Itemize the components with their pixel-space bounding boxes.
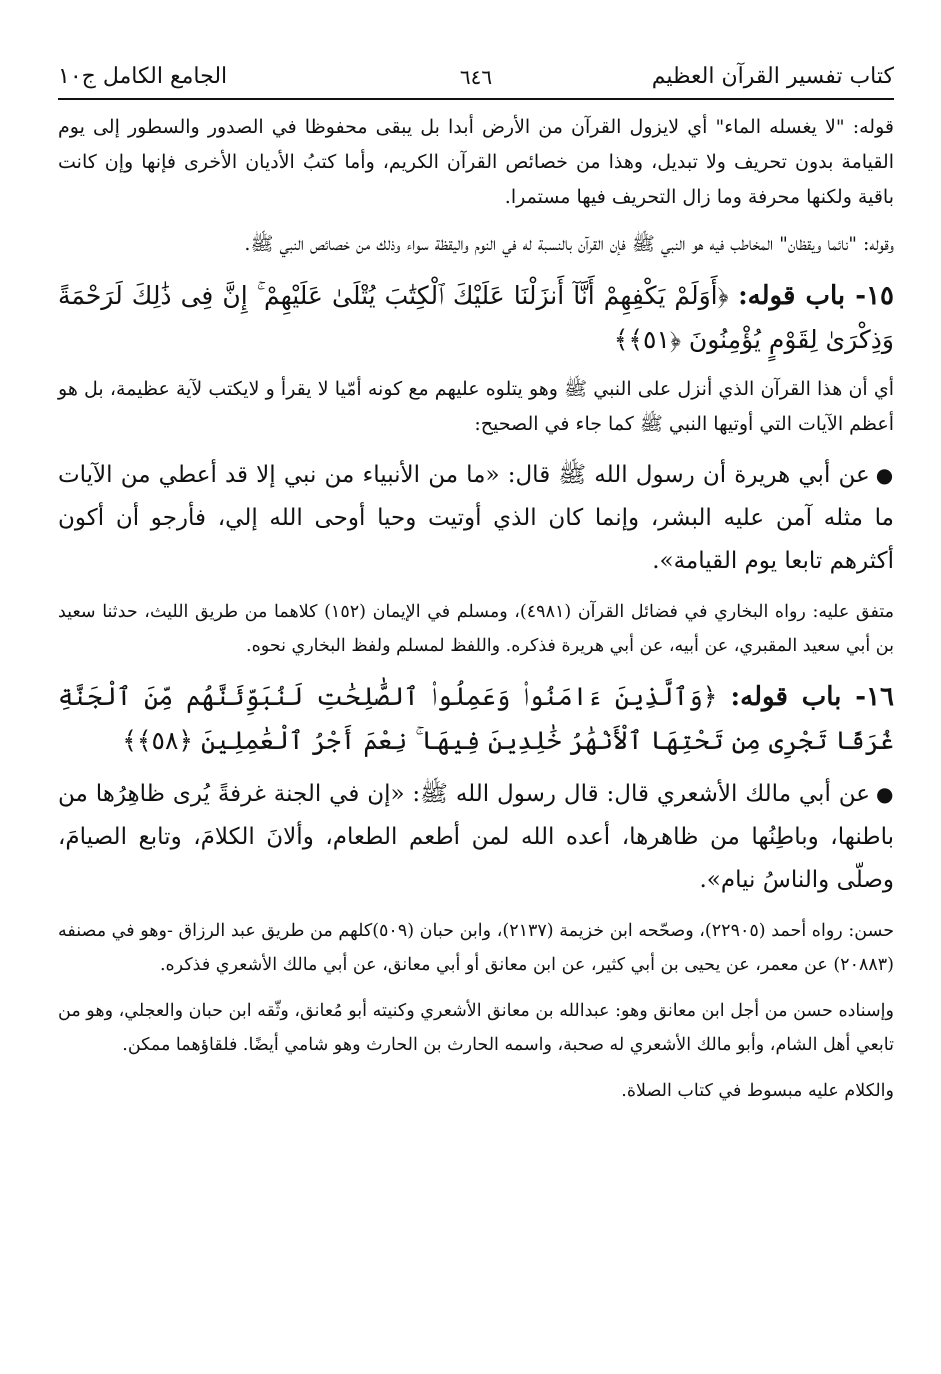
hadith-text [58,773,894,902]
quran-verse: ﴿أَوَلَمْ يَكْفِهِمْ أَنَّآ أَنزَلْنَا عَلَيْكَ ٱلْكِتَٰبَ يُتْلَىٰ عَلَيْهِمْ ۚ إِنَّ فِى ذَٰلِكَ لَرَحْمَةً وَذِكْرَىٰ لِقَوْمٍ يُؤْمِنُونَ ﴿٥١﴾﴾ [58,281,894,354]
hadith-takhrij: متفق عليه: رواه البخاري في فضائل القرآن (٤٩٨١)، ومسلم في الإيمان (١٥٢) كلاهما من طريق الليث، حدثنا سعيد بن أبي سعيد المقبري، عن أبيه، عن أبي هريرة فذكره. واللفظ لمسلم ولفظ البخاري نحوه. [58,602,894,656]
closing-note: والكلام عليه مبسوط في كتاب الصلاة. [621,1081,894,1101]
page-header [58,60,894,94]
commentary-paragraph: قوله: "لا يغسله الماء" أي لايزول القرآن من الأرض أبدا بل يبقى محفوظا في الصدور والسطور إلى يوم القيامة بدون تحريف ولا تبديل، وهذا من خصائص القرآن الكريم، وأما كتبُ الأديان الأخرى فإنها وإن كانت باقية ولكنها محرفة وما زال التحريف فيها مستمرا. [58,116,894,208]
commentary-paragraph: وقوله: "نائما ويقظان" المخاطب فيه هو النبي ﷺ فإن القرآن بالنسبة له في النوم واليقظة سواء وذلك من خصائص النبي ﷺ. [244,233,894,255]
hadith-body: عن أبي هريرة أن رسول الله ﷺ قال: «ما من الأنبياء من نبي إلا قد أعطي من الآيات ما مثله آمن عليه البشر، وإنما كان الذي أوتيت وحيا أوحى الله إلي، فأرجو أن أكون أكثرهم تابعا يوم القيامة». [58,462,894,574]
bullet-icon: ● [875,463,895,487]
verse-explanation: أي أن هذا القرآن الذي أنزل على النبي ﷺ وهو يتلوه عليهم مع كونه أمّيا لا يقرأ و لايكتب لآية عظيمة، بل هو أعظم الآيات التي أوتيها النبي ﷺ كما جاء في الصحيح: [58,378,894,435]
book-title: كتاب تفسير القرآن العظيم [651,64,894,89]
page-number: ٦٤٦ [459,65,493,89]
header-divider [58,98,894,100]
bullet-icon: ● [875,782,894,806]
hadith-text [58,454,894,583]
volume-title: الجامع الكامل ج١٠ [58,64,228,89]
quran-verse: ﴿وَٱلَّذِينَ ءَامَنُوا۟ وَعَمِلُوا۟ ٱلصَّٰلِحَٰتِ لَنُبَوِّئَنَّهُم مِّنَ ٱلْجَنَّةِ غُرَفًا تَجْرِى مِن تَحْتِهَا ٱلْأَنْهَٰرُ خَٰلِدِينَ فِيهَا ۚ نِعْمَ أَجْرُ ٱلْعَٰمِلِينَ ﴿٥٨﴾﴾ [58,682,894,755]
chapter-heading-16 [58,675,894,763]
chapter-label: ١٥- باب قوله: [738,281,895,311]
chapter-label: ١٦- باب قوله: [730,682,895,712]
hadith-takhrij: حسن: رواه أحمد (٢٢٩٠٥)، وصحّحه ابن خزيمة (٢١٣٧)، وابن حبان (٥٠٩)كلهم من طريق عبد الرزاق -وهو في مصنفه (٢٠٨٨٣) عن معمر، عن يحيى بن أبي كثير، عن ابن معانق أو أبي معانق، عن أبي مالك الأشعري فذكره. [58,921,895,975]
chapter-heading-15 [58,274,894,362]
book-page [58,60,894,1120]
isnad-note: وإسناده حسن من أجل ابن معانق وهو: عبدالله بن معانق الأشعري وكنيته أبو مُعانق، وثّقه ابن حبان والعجلي، وهو من تابعي أهل الشام، وأبو مالك الأشعري له صحبة، واسمه الحارث بن الحارث وهو شامي أيضًا. فلقاؤهما ممكن. [58,1001,894,1055]
hadith-body: عن أبي مالك الأشعري قال: قال رسول الله ﷺ: «إن في الجنة غرفةً يُرى ظاهِرُها من باطنها، وباطِنُها من ظاهرها، أعده الله لمن أطعم الطعام، وألانَ الكلامَ، وتابع الصيامَ، وصلّى والناسُ نيام». [58,781,894,893]
